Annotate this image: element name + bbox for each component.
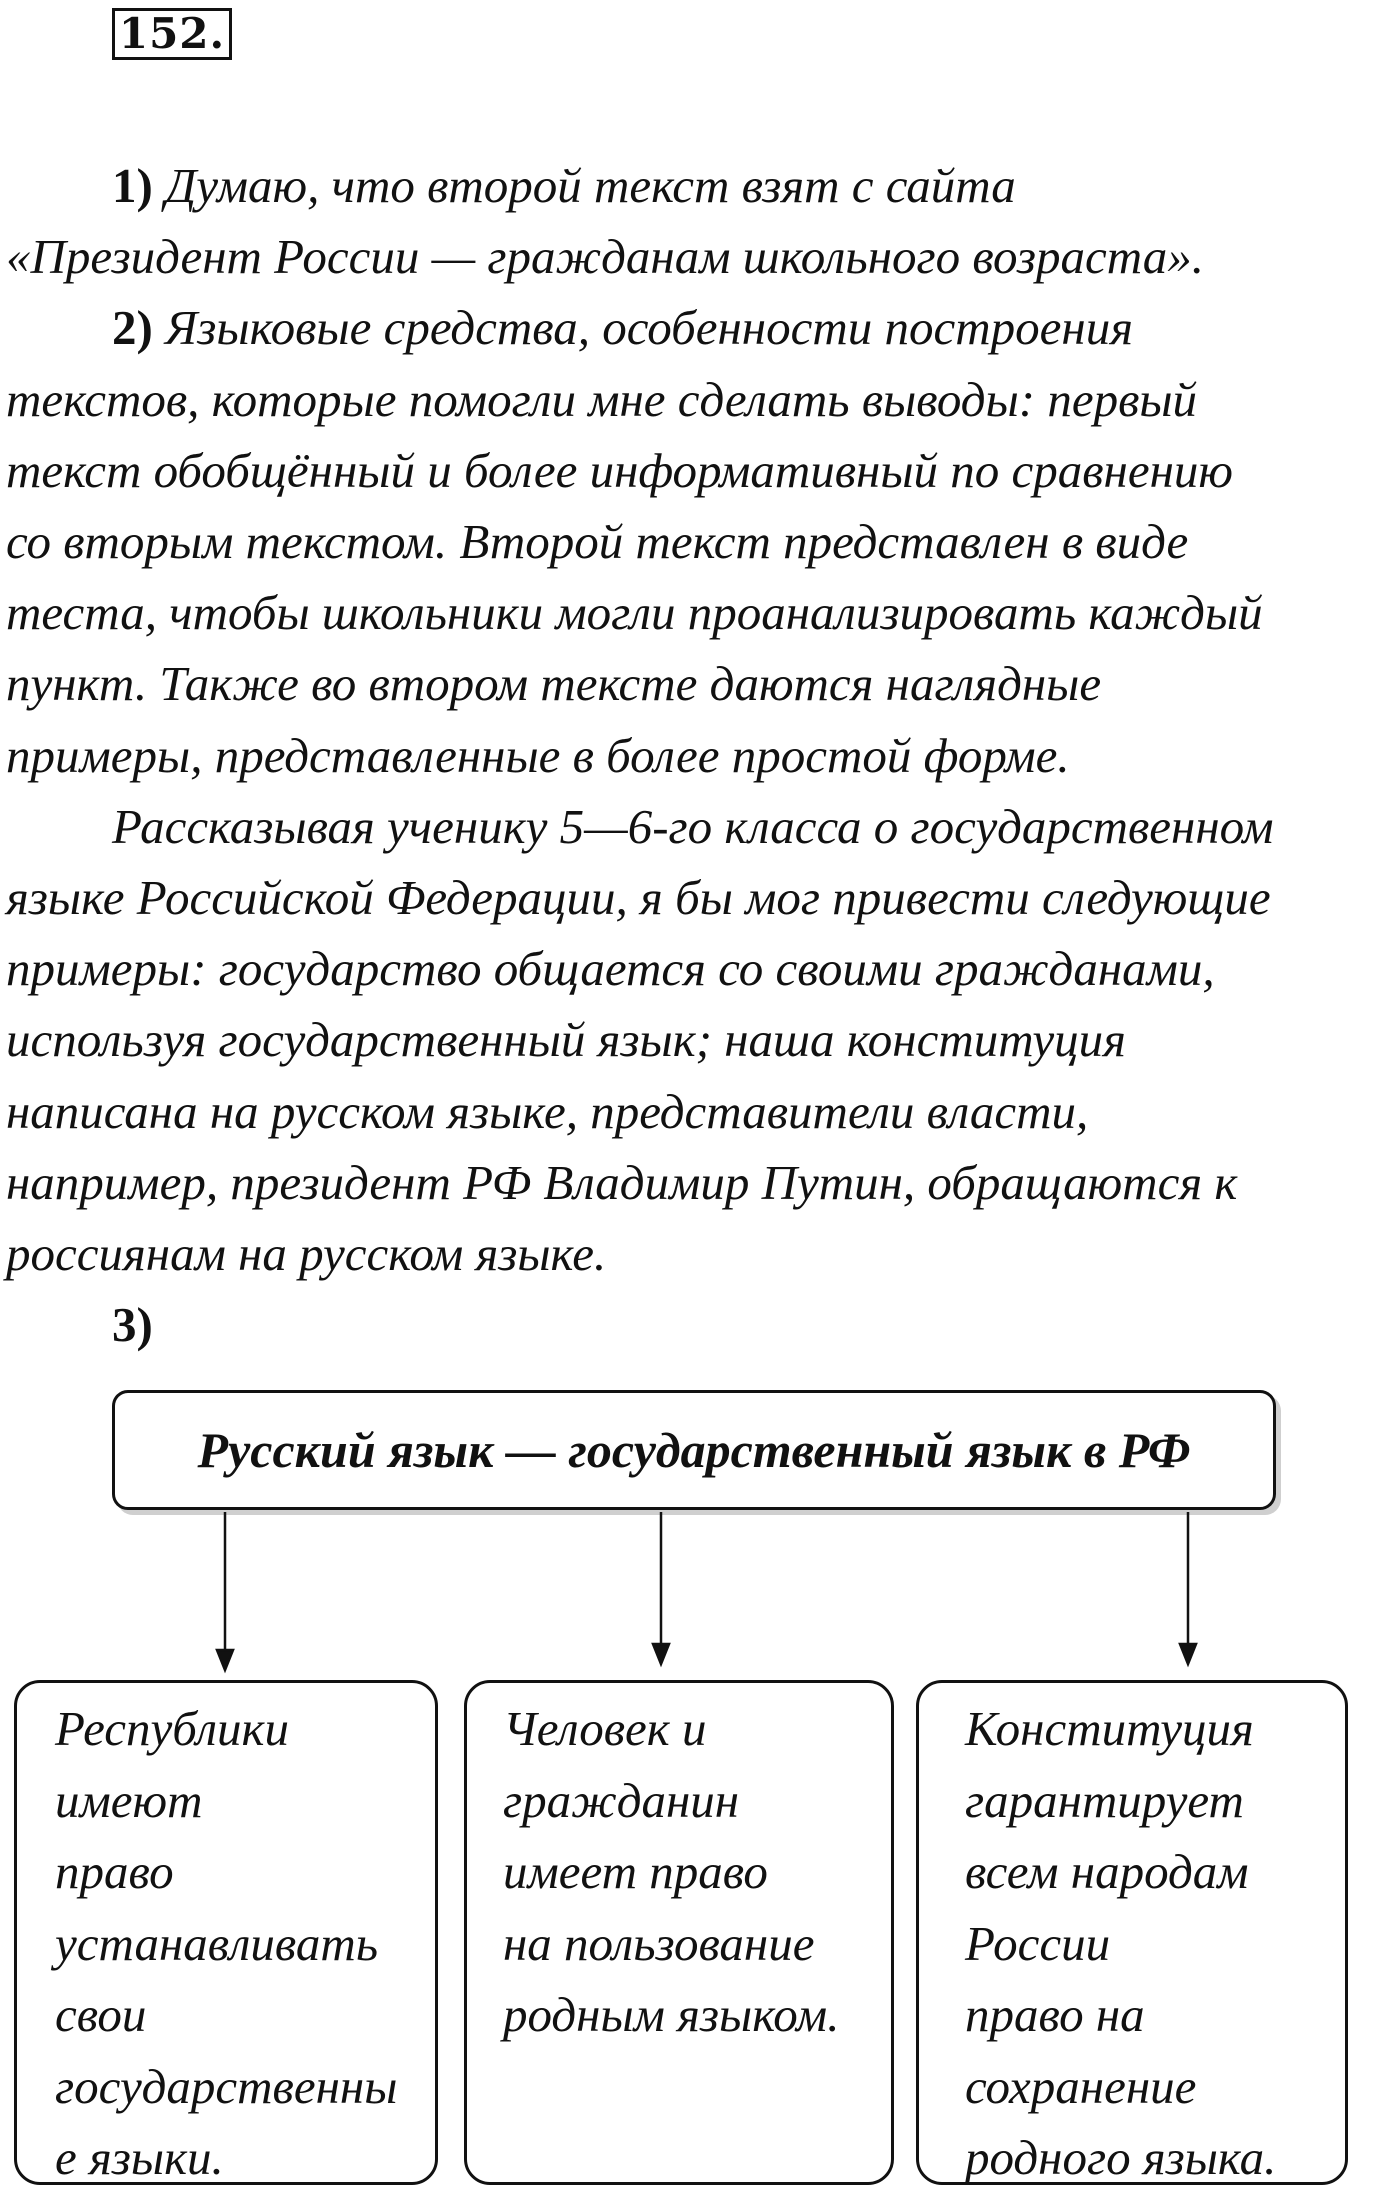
box-line: родного языка. [965, 2130, 1277, 2185]
box-line: на пользование [503, 1915, 815, 1971]
box-line: Человек и [503, 1701, 707, 1756]
arrowhead-3 [1180, 1644, 1196, 1664]
box-line: сохранение [965, 2058, 1197, 2114]
box-line: имеют [55, 1772, 203, 1828]
text-line: Языковые средства, особенности построения [165, 300, 1133, 356]
diagram-main-label: Русский язык — государственный язык в РФ [197, 1422, 1191, 1478]
item-marker: 3) [112, 1297, 153, 1353]
text-line: со вторым текстом. Второй текст представлен в виде [6, 514, 1189, 570]
text-line: текстов, которые помогли мне сделать выводы: первый [6, 371, 1198, 427]
box-line: право [55, 1844, 174, 1899]
item-marker: 1) [112, 158, 153, 213]
text-line: «Президент России — гражданам школьного возраста». [6, 229, 1204, 285]
item-marker: 2) [112, 300, 153, 356]
text-line: примеры: государство общается со своими гражданами, [6, 941, 1215, 997]
diagram-box-citizen [464, 1680, 894, 2185]
text-line: россиянам на русском языке. [6, 1226, 607, 1282]
text-line: языке Российской Федерации, я бы мог привести следующие [6, 870, 1271, 926]
text-line: используя государственный язык; наша конституция [6, 1012, 1126, 1068]
arrowhead-1 [217, 1650, 233, 1670]
text-line: текст обобщённый и более информативный по сравнению [6, 442, 1233, 498]
text-line: пункт. Также во втором тексте даются наглядные [6, 656, 1102, 712]
text-line: Думаю, что второй текст взят с сайта [165, 158, 1016, 213]
task-number: 152. [112, 8, 232, 60]
box-line: имеет право [503, 1844, 768, 1899]
text-line: Рассказывая ученику 5—6-го класса о государственном [112, 798, 1274, 854]
box-line: право на [965, 1987, 1145, 2042]
text-line: теста, чтобы школьники могли проанализировать каждый [6, 585, 1263, 641]
box-line: свои [55, 1987, 147, 2042]
box-line: Конституция [965, 1701, 1254, 1756]
diagram-box-constitution [916, 1680, 1348, 2185]
text-line: примеры, представленные в более простой форме. [6, 727, 1070, 783]
box-line: Республики [55, 1701, 289, 1756]
box-line: всем народам [965, 1844, 1249, 1899]
box-line: государственны [55, 2058, 398, 2114]
box-line: родным языком. [503, 1987, 840, 2042]
box-line: е языки. [55, 2130, 224, 2185]
box-line: России [965, 1915, 1111, 1971]
box-line: гражданин [503, 1772, 740, 1828]
text-line: написана на русском языке, представители власти, [6, 1083, 1089, 1139]
box-line: устанавливать [55, 1915, 379, 1971]
box-line: гарантирует [965, 1772, 1244, 1828]
text-line: например, президент РФ Владимир Путин, обращаются к [6, 1154, 1238, 1210]
diagram-box-republics [14, 1680, 438, 2185]
arrowhead-2 [653, 1644, 669, 1664]
